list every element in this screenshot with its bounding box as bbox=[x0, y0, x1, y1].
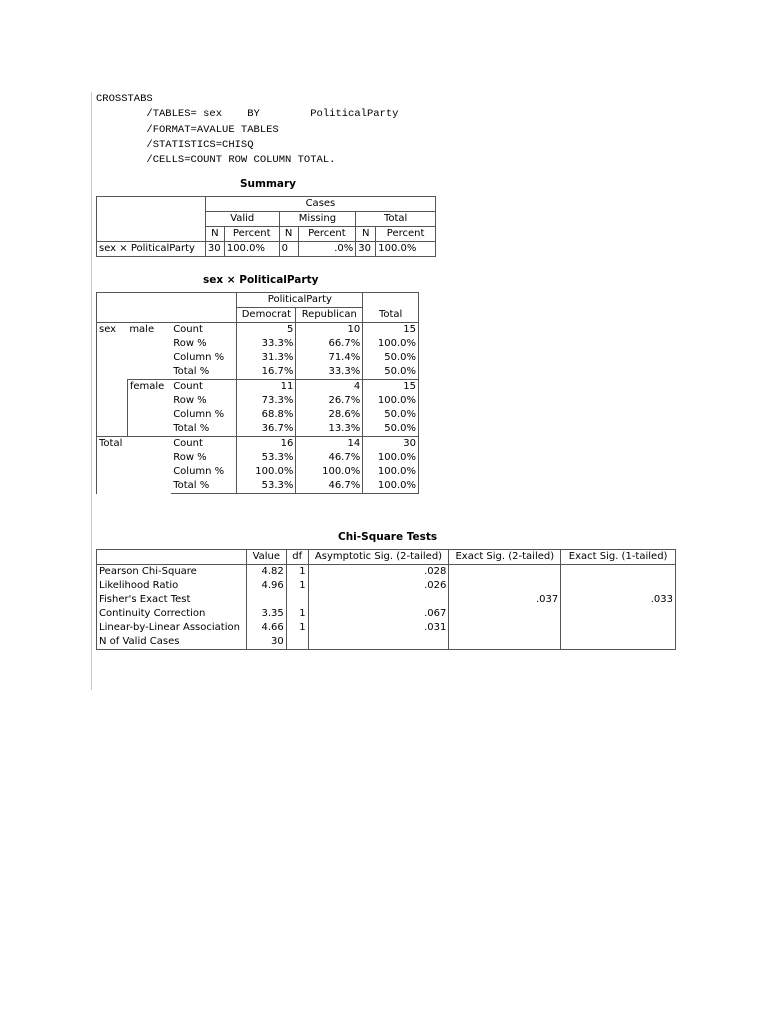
df-header: df bbox=[286, 550, 308, 565]
test-value bbox=[246, 593, 286, 607]
test-asymp-sig: .031 bbox=[308, 621, 449, 635]
crosstabs-syntax bbox=[96, 92, 398, 168]
total-header: Total bbox=[356, 212, 436, 227]
test-exact-sig-2 bbox=[449, 607, 561, 621]
test-label: Likelihood Ratio bbox=[97, 579, 247, 593]
group-label-male: male bbox=[127, 323, 171, 380]
test-value: 3.35 bbox=[246, 607, 286, 621]
test-exact-sig-1: .033 bbox=[561, 593, 676, 607]
cell-democrat: 11 bbox=[237, 380, 296, 395]
n-header: N bbox=[205, 227, 224, 242]
cell-democrat: 53.3% bbox=[237, 451, 296, 465]
valid-n: 30 bbox=[205, 242, 224, 257]
cell-democrat: 53.3% bbox=[237, 479, 296, 494]
test-value: 4.66 bbox=[246, 621, 286, 635]
exact-sig-1-header: Exact Sig. (1-tailed) bbox=[561, 550, 676, 565]
cell-democrat: 31.3% bbox=[237, 351, 296, 365]
syntax-line: /CELLS=COUNT ROW COLUMN TOTAL. bbox=[96, 154, 336, 167]
percent-header: Percent bbox=[376, 227, 436, 242]
valid-header: Valid bbox=[205, 212, 279, 227]
cell-republican: 14 bbox=[296, 437, 363, 452]
cell-democrat: 36.7% bbox=[237, 422, 296, 437]
col-var-header: PoliticalParty bbox=[237, 293, 363, 308]
exact-sig-2-header: Exact Sig. (2-tailed) bbox=[449, 550, 561, 565]
cell-democrat: 5 bbox=[237, 323, 296, 338]
total-col-spacer bbox=[363, 293, 419, 308]
test-exact-sig-1 bbox=[561, 579, 676, 593]
summary-row-label: sex × PoliticalParty bbox=[97, 242, 206, 257]
cell-total: 100.0% bbox=[363, 451, 419, 465]
crosstab-table bbox=[96, 292, 419, 494]
stat-label: Count bbox=[171, 323, 237, 338]
asymp-sig-header: Asymptotic Sig. (2-tailed) bbox=[308, 550, 449, 565]
test-exact-sig-2 bbox=[449, 579, 561, 593]
test-asymp-sig: .067 bbox=[308, 607, 449, 621]
test-asymp-sig: .028 bbox=[308, 565, 449, 580]
chisq-title: Chi-Square Tests bbox=[338, 531, 438, 543]
cases-header: Cases bbox=[205, 197, 435, 212]
test-asymp-sig bbox=[308, 593, 449, 607]
cell-democrat: 16 bbox=[237, 437, 296, 452]
stat-label: Total % bbox=[171, 365, 237, 380]
test-label: Fisher's Exact Test bbox=[97, 593, 247, 607]
group-label-female: female bbox=[127, 380, 171, 437]
missing-header: Missing bbox=[279, 212, 356, 227]
cell-republican: 10 bbox=[296, 323, 363, 338]
summary-title: Summary bbox=[240, 178, 297, 190]
value-header: Value bbox=[246, 550, 286, 565]
test-exact-sig-2 bbox=[449, 621, 561, 635]
syntax-line: /TABLES= sex BY PoliticalParty bbox=[96, 108, 399, 121]
n-header: N bbox=[356, 227, 376, 242]
cell-total: 50.0% bbox=[363, 422, 419, 437]
cell-republican: 46.7% bbox=[296, 479, 363, 494]
test-exact-sig-1 bbox=[561, 621, 676, 635]
n-header: N bbox=[279, 227, 298, 242]
test-asymp-sig: .026 bbox=[308, 579, 449, 593]
col-republican-header: Republican bbox=[296, 308, 363, 323]
test-df bbox=[286, 593, 308, 607]
stat-label: Count bbox=[171, 437, 237, 452]
test-label: Continuity Correction bbox=[97, 607, 247, 621]
stat-label: Row % bbox=[171, 337, 237, 351]
test-exact-sig-2 bbox=[449, 565, 561, 580]
percent-header: Percent bbox=[224, 227, 279, 242]
cell-republican: 28.6% bbox=[296, 408, 363, 422]
col-total-header: Total bbox=[363, 308, 419, 323]
stat-label: Column % bbox=[171, 465, 237, 479]
chisq-corner bbox=[97, 550, 247, 565]
test-label: Pearson Chi-Square bbox=[97, 565, 247, 580]
test-df: 1 bbox=[286, 579, 308, 593]
cell-democrat: 33.3% bbox=[237, 337, 296, 351]
stat-label: Column % bbox=[171, 351, 237, 365]
col-democrat-header: Democrat bbox=[237, 308, 296, 323]
summary-corner bbox=[97, 197, 206, 242]
cell-republican: 4 bbox=[296, 380, 363, 395]
test-value: 4.96 bbox=[246, 579, 286, 593]
test-exact-sig-2 bbox=[449, 635, 561, 650]
syntax-line: CROSSTABS bbox=[96, 93, 153, 105]
stat-label: Total % bbox=[171, 479, 237, 494]
total-percent: 100.0% bbox=[376, 242, 436, 257]
cell-total: 15 bbox=[363, 380, 419, 395]
crosstab-title: sex × PoliticalParty bbox=[203, 274, 319, 286]
cell-total: 30 bbox=[363, 437, 419, 452]
stat-label: Count bbox=[171, 380, 237, 395]
cell-republican: 13.3% bbox=[296, 422, 363, 437]
cell-total: 100.0% bbox=[363, 337, 419, 351]
cell-total: 100.0% bbox=[363, 394, 419, 408]
percent-header: Percent bbox=[298, 227, 356, 242]
cell-democrat: 73.3% bbox=[237, 394, 296, 408]
test-exact-sig-1 bbox=[561, 635, 676, 650]
stat-label: Row % bbox=[171, 451, 237, 465]
chisq-table bbox=[96, 549, 676, 650]
syntax-line: /FORMAT=AVALUE TABLES bbox=[96, 123, 279, 136]
total-n: 30 bbox=[356, 242, 376, 257]
cell-democrat: 100.0% bbox=[237, 465, 296, 479]
total-row-label: Total bbox=[97, 437, 172, 494]
summary-table bbox=[96, 196, 436, 257]
cell-republican: 66.7% bbox=[296, 337, 363, 351]
cell-total: 50.0% bbox=[363, 351, 419, 365]
syntax-line: /STATISTICS=CHISQ bbox=[96, 138, 254, 151]
test-label: N of Valid Cases bbox=[97, 635, 247, 650]
cell-total: 100.0% bbox=[363, 465, 419, 479]
row-var-label: sex bbox=[97, 323, 128, 437]
missing-n: 0 bbox=[279, 242, 298, 257]
test-exact-sig-1 bbox=[561, 565, 676, 580]
test-df: 1 bbox=[286, 607, 308, 621]
test-df bbox=[286, 635, 308, 650]
cell-republican: 46.7% bbox=[296, 451, 363, 465]
stat-label: Row % bbox=[171, 394, 237, 408]
cell-democrat: 16.7% bbox=[237, 365, 296, 380]
test-exact-sig-1 bbox=[561, 607, 676, 621]
test-asymp-sig bbox=[308, 635, 449, 650]
test-label: Linear-by-Linear Association bbox=[97, 621, 247, 635]
crosstab-corner bbox=[97, 293, 237, 323]
cell-republican: 100.0% bbox=[296, 465, 363, 479]
cell-total: 100.0% bbox=[363, 479, 419, 494]
test-value: 4.82 bbox=[246, 565, 286, 580]
cell-republican: 33.3% bbox=[296, 365, 363, 380]
test-exact-sig-2: .037 bbox=[449, 593, 561, 607]
output-margin-line bbox=[91, 92, 92, 690]
cell-republican: 26.7% bbox=[296, 394, 363, 408]
cell-total: 50.0% bbox=[363, 408, 419, 422]
test-df: 1 bbox=[286, 565, 308, 580]
test-df: 1 bbox=[286, 621, 308, 635]
stat-label: Total % bbox=[171, 422, 237, 437]
cell-democrat: 68.8% bbox=[237, 408, 296, 422]
cell-republican: 71.4% bbox=[296, 351, 363, 365]
missing-percent: .0% bbox=[298, 242, 356, 257]
test-value: 30 bbox=[246, 635, 286, 650]
stat-label: Column % bbox=[171, 408, 237, 422]
cell-total: 15 bbox=[363, 323, 419, 338]
cell-total: 50.0% bbox=[363, 365, 419, 380]
valid-percent: 100.0% bbox=[224, 242, 279, 257]
